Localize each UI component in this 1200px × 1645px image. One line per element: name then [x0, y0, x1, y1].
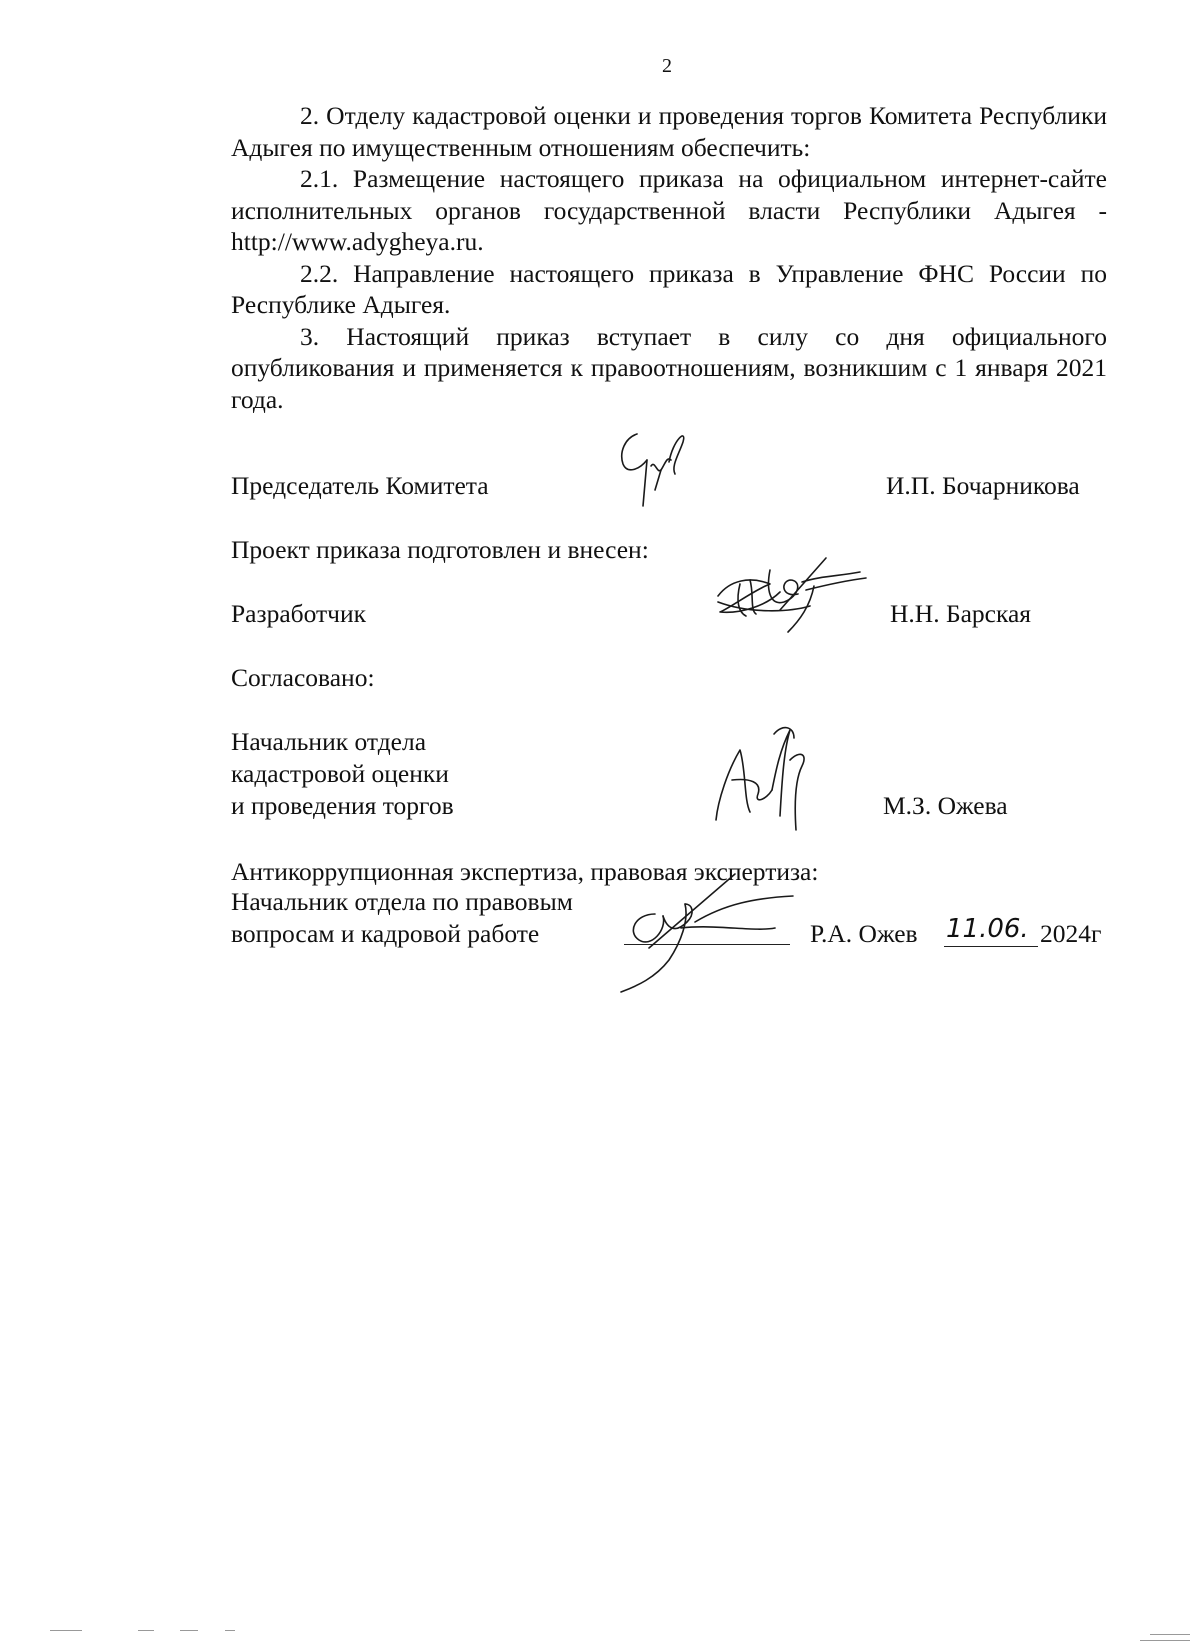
scan-mark — [180, 1630, 198, 1631]
agreed-label: Согласовано: — [231, 663, 375, 692]
date-underline — [944, 946, 1038, 947]
scan-mark — [50, 1630, 82, 1631]
expertise-label: Антикоррупционная экспертиза, правовая экспертиза: — [231, 857, 819, 886]
handwritten-date: 11.06. — [946, 914, 1029, 944]
scan-mark — [1140, 1640, 1190, 1641]
scan-mark — [1150, 1634, 1190, 1635]
head-cadastral-position-line2: кадастровой оценки — [231, 759, 449, 788]
head-legal-position-line1: Начальник отдела по правовым — [231, 887, 573, 916]
head-cadastral-position-line3: и проведения торгов — [231, 791, 454, 820]
year-text: 2024г — [1040, 919, 1102, 948]
chairman-position: Председатель Комитета — [231, 471, 489, 500]
paragraph-2-1: 2.1. Размещение настоящего приказа на официальном интернет-сайте исполнительных органов государственной власти Республики Адыгея - http://www.adygheya.ru. — [231, 164, 1107, 256]
developer-position: Разработчик — [231, 599, 367, 628]
head-legal-name: Р.А. Ожев — [810, 919, 918, 948]
developer-signature — [710, 550, 880, 660]
head-legal-position-line2: вопросам и кадровой работе — [231, 919, 540, 948]
chairman-name: И.П. Бочарникова — [886, 471, 1080, 500]
paragraph-2-2: 2.2. Направление настоящего приказа в Управление ФНС России по Республике Адыгея. — [231, 258, 1107, 319]
page-number: 2 — [662, 55, 672, 77]
head-cadastral-position-line1: Начальник отдела — [231, 727, 427, 756]
paragraph-2: 2. Отделу кадастровой оценки и проведения торгов Комитета Республики Адыгея по имущественным отношениям обеспечить: — [231, 101, 1107, 162]
project-note: Проект приказа подготовлен и внесен: — [231, 535, 649, 564]
chairman-signature — [615, 430, 715, 530]
scan-mark — [138, 1630, 154, 1631]
head-legal-signature — [615, 868, 805, 988]
scan-mark — [225, 1630, 235, 1631]
head-cadastral-name: М.З. Ожева — [883, 791, 1008, 820]
developer-name: Н.Н. Барская — [890, 599, 1032, 628]
head-cadastral-signature — [710, 720, 820, 840]
paragraph-3: 3. Настоящий приказ вступает в силу со дня официального опубликования и применяется к правоотношениям, возникшим с 1 января 2021 года. — [231, 321, 1107, 414]
order-body — [231, 100, 1107, 415]
